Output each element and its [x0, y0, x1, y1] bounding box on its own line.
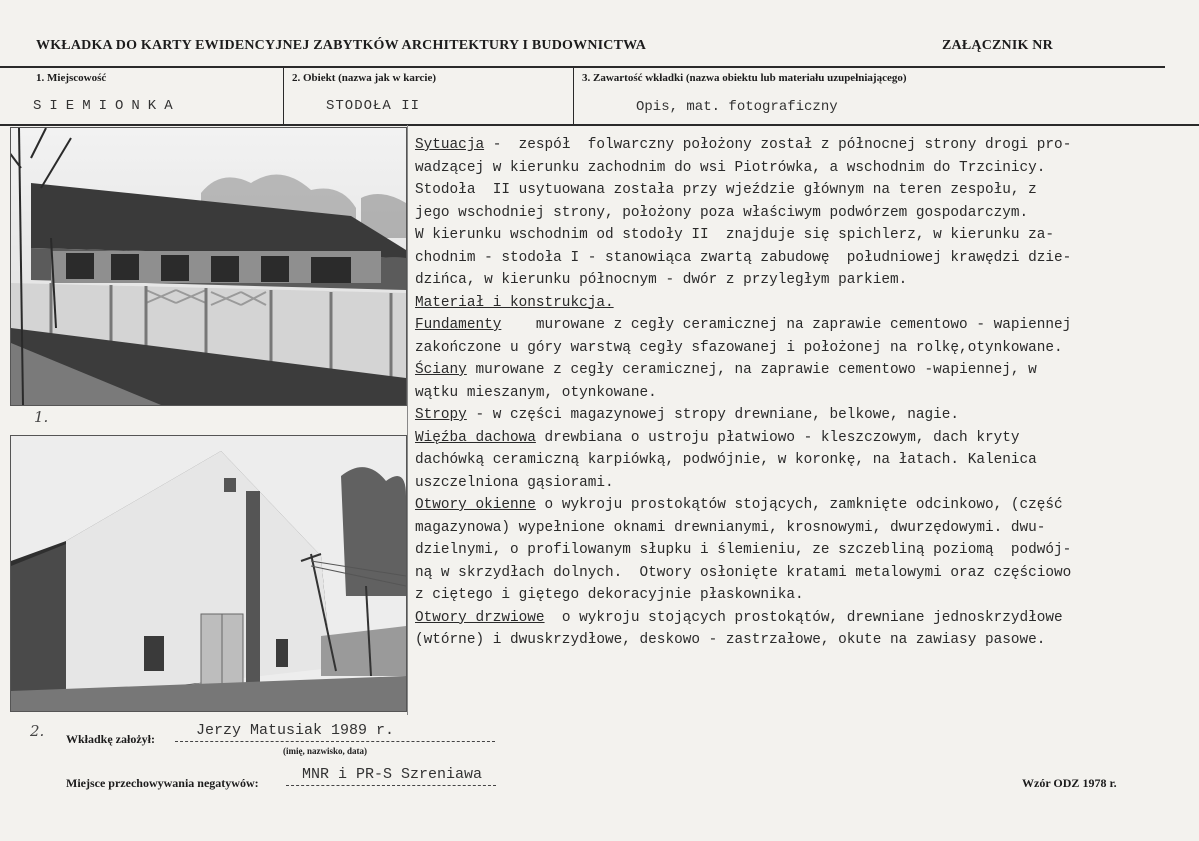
section-text: - w części magazynowej stropy drewniane, belkowe, nagie. — [466, 407, 960, 423]
description-line — [415, 134, 1189, 157]
section-text: ną w skrzydłach dolnych. Otwory osłonięte kratami metalowymi oraz częściowo — [415, 564, 1072, 581]
founder-value: Jerzy Matusiak 1989 r. — [196, 722, 395, 739]
description-line — [415, 584, 1189, 607]
section-text: wadzącej w kierunku zachodnim do wsi Piotrówka, a wschodnim do Trzcinicy. — [415, 159, 1046, 176]
section-text: W kierunku wschodnim od stodoły II znajduje się spichlerz, w kierunku za- — [415, 227, 1055, 243]
contents-label: 3. Zawartość wkładki (nazwa obiektu lub materiału uzupełniającego) — [582, 72, 907, 84]
description-line — [415, 314, 1189, 337]
object-label: 2. Obiekt (nazwa jak w karcie) — [292, 72, 437, 84]
section-text: (wtórne) i dwuskrzydłowe, deskowo - zastrzałowe, okute na zawiasy pasowe. — [415, 632, 1046, 648]
contents-value: Opis, mat. fotograficzny — [636, 99, 838, 115]
negatives-label: Miejsce przechowywania negatywów: — [66, 776, 259, 790]
description-line — [415, 269, 1189, 292]
description-line — [415, 247, 1189, 270]
description-line — [415, 427, 1189, 450]
field-divider-2 — [573, 67, 574, 125]
header-rule-bottom — [0, 124, 1199, 126]
description-line — [415, 404, 1189, 427]
document-title: WKŁADKA DO KARTY EWIDENCYJNEJ ZABYTKÓW ARCHITEKTURY I BUDOWNICTWA — [36, 38, 647, 53]
description-line — [415, 629, 1189, 652]
section-text: murowane z cegły ceramicznej, na zaprawie cementowo -wapiennej, w — [466, 362, 1037, 378]
section-text: o wykroju prostokątów stojących, zamknięte odcinkowo, (część — [535, 497, 1063, 513]
section-text: zakończone u góry warstwą cegły sfazowanej i położonej na rolkę,otynkowane. — [415, 339, 1063, 356]
place-label: 1. Miejscowość — [36, 72, 107, 84]
section-text: chodnim - stodoła I - stanowiąca zwartą zabudowę południowej krawędzi dzie- — [415, 249, 1072, 266]
section-heading: Stropy — [415, 407, 467, 423]
section-text: magazynowa) wypełnione oknami drewnianymi, krosnowymi, dwurzędowymi. dwu- — [415, 519, 1046, 536]
description-line — [415, 539, 1189, 562]
description-line — [415, 157, 1189, 180]
place-value: SIEMIONKA — [33, 98, 181, 114]
section-heading: Ściany — [415, 362, 467, 378]
section-text: uszczelniona gąsiorami. — [415, 474, 614, 491]
section-text: dachówką ceramiczną karpiówką, podwójnie, w koronkę, na łatach. Kalenica — [415, 452, 1037, 468]
section-heading: Otwory drzwiowe — [415, 609, 545, 626]
section-text: wątku mieszanym, otynkowane. — [415, 384, 657, 401]
attachment-label: ZAŁĄCZNIK NR — [942, 38, 1053, 53]
section-text: drewbiana o ustroju płatwiowo - kleszczowym, dach kryty — [535, 429, 1020, 446]
header-rule-top — [0, 66, 1165, 68]
photo-barn-side-view — [10, 127, 407, 406]
description-line — [415, 202, 1189, 225]
section-heading: Otwory okienne — [415, 497, 536, 513]
description-line — [415, 382, 1189, 405]
negatives-value: MNR i PR-S Szreniawa — [302, 766, 483, 783]
section-heading: Więźba dachowa — [415, 429, 536, 446]
description-line — [415, 224, 1189, 247]
negatives-dotted-line — [286, 785, 496, 786]
description-line — [415, 494, 1189, 517]
section-text: murowane z cegły ceramicznej na zaprawie cementowo - wapiennej — [501, 317, 1072, 333]
founder-hint: (imię, nazwisko, data) — [283, 746, 367, 756]
founder-dotted-line — [175, 741, 495, 742]
photo-barn-gable-view — [10, 435, 407, 712]
section-heading: Sytuacja — [415, 137, 485, 153]
description-line — [415, 449, 1189, 472]
description-line — [415, 562, 1189, 585]
photo-column-divider — [407, 125, 408, 715]
description-text — [415, 134, 1189, 652]
section-text: Stodoła II usytuowana została przy wjeździe głównym na teren zespołu, z — [415, 182, 1037, 198]
description-line — [415, 179, 1189, 202]
section-text: o wykroju stojących prostokątów, drewniane jednoskrzydłowe — [544, 609, 1063, 626]
description-line — [415, 359, 1189, 382]
founder-label: Wkładkę założył: — [66, 732, 155, 746]
description-line — [415, 517, 1189, 540]
object-value: STODOŁA II — [326, 98, 421, 114]
section-text: - zespół folwarczny położony został z północnej strony drogi pro- — [484, 137, 1072, 153]
section-heading: Materiał i konstrukcja. — [415, 294, 614, 311]
section-text: jego wschodniej strony, położony poza właściwym podwórzem gospodarczym. — [415, 204, 1029, 221]
photo2-number: 2. — [30, 722, 45, 740]
section-text: dzińca, w kierunku północnym - dwór z przyległym parkiem. — [415, 272, 908, 288]
section-text: dzielnymi, o profilowanym słupku i ślemieniu, ze szczebliną poziomą podwój- — [415, 542, 1072, 558]
photo1-number: 1. — [34, 408, 49, 426]
model-label: Wzór ODZ 1978 r. — [1022, 776, 1117, 790]
section-heading: Fundamenty — [415, 317, 502, 333]
description-line — [415, 607, 1189, 630]
description-line — [415, 337, 1189, 360]
description-line — [415, 472, 1189, 495]
section-text: z ciętego i giętego dekoracyjnie płaskownika. — [415, 587, 804, 603]
description-line — [415, 292, 1189, 315]
field-divider-1 — [283, 67, 284, 125]
